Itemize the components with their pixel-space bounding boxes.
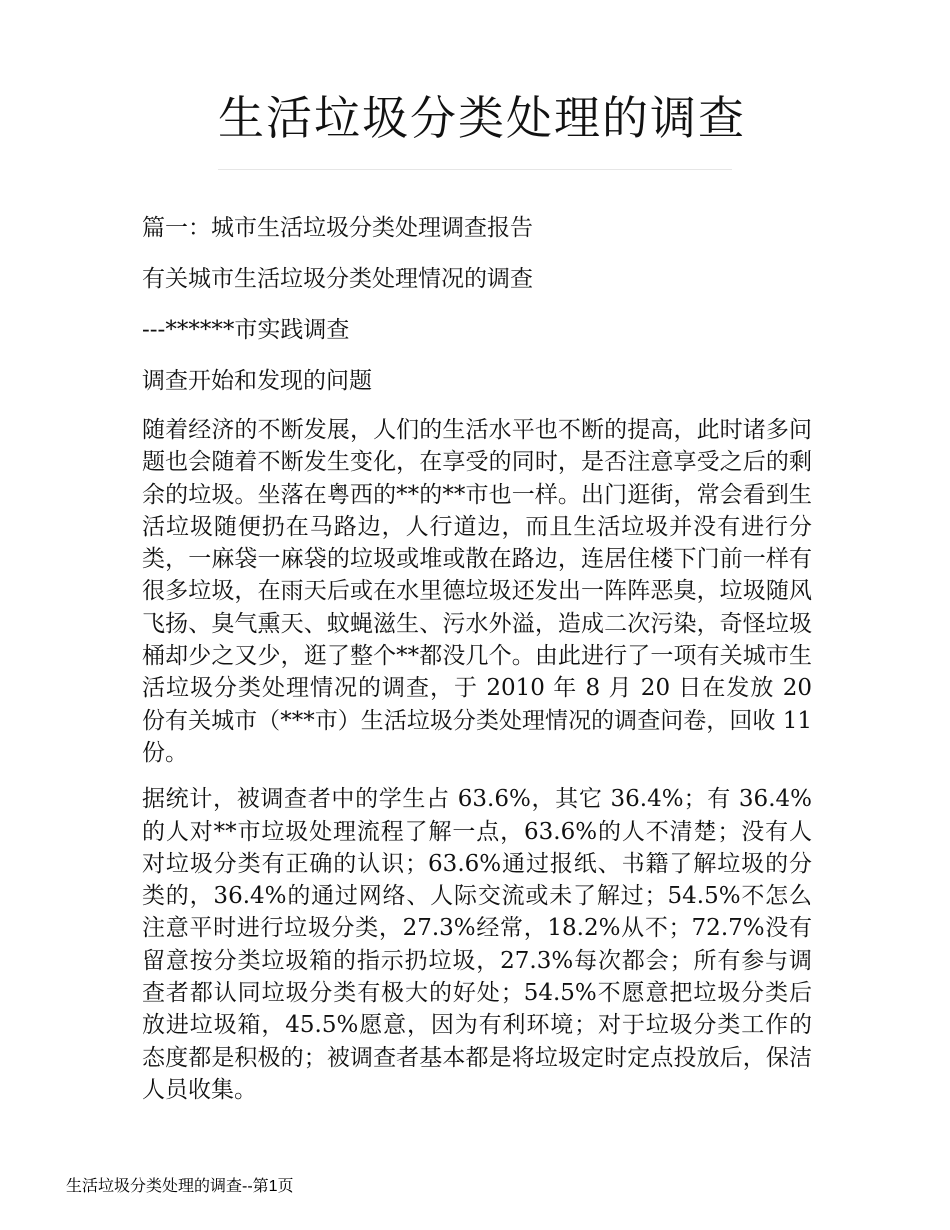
document-body xyxy=(142,210,812,1120)
page-footer: 生活垃圾分类处理的调查--第1页 xyxy=(66,1178,294,1195)
subsection-heading: 调查开始和发现的问题 xyxy=(142,368,372,394)
report-subtitle: ---******市实践调查 xyxy=(142,317,350,343)
body-paragraph-statistics: 据统计，被调查者中的学生占 63.6%，其它 36.4%；有 36.4%的人对**市垃圾处理流程了解一点，63.6%的人不清楚；没有人对垃圾分类有正确的认识；63.6%通过报纸、书籍了解垃圾的分类的，36.4%的通过网络、人际交流或未了解过；54.5%不怎么注意平时进行垃圾分类，27.3%经常，18.2%从不；72.7%没有留意按分类垃圾箱的指示扔垃圾，27.3%每次都会；所有参与调查者都认同垃圾分类有极大的好处；54.5%不愿意把垃圾分类后放进垃圾箱，45.5%愿意，因为有利环境；对于垃圾分类工作的态度都是积极的；被调查者基本都是将垃圾定时定点投放后，保洁人员收集。 xyxy=(142,786,812,1103)
report-title: 有关城市生活垃圾分类处理情况的调查 xyxy=(142,266,533,292)
document-title: 生活垃圾分类处理的调查 xyxy=(218,86,732,170)
section-heading: 篇一：城市生活垃圾分类处理调查报告 xyxy=(142,215,533,241)
body-paragraph-background: 随着经济的不断发展，人们的生活水平也不断的提高，此时诸多问题也会随着不断发生变化，在享受的同时，是否注意享受之后的剩余的垃圾。坐落在粤西的**的**市也一样。出门逛街，常会看到生活垃圾随便扔在马路边，人行道边，而且生活垃圾并没有进行分类，一麻袋一麻袋的垃圾或堆或散在路边，连居住楼下门前一样有很多垃圾，在雨天后或在水里德垃圾还发出一阵阵恶臭，垃圾随风飞扬、臭气熏天、蚊蝇滋生、污水外溢，造成二次污染，奇怪垃圾桶却少之又少，逛了整个**都没几个。由此进行了一项有关城市生活垃圾分类处理情况的调查，于 2010 年 8 月 20 日在发放 20 份有关城市（***市）生活垃圾分类处理情况的调查问卷，回收 11 份。 xyxy=(142,417,812,766)
